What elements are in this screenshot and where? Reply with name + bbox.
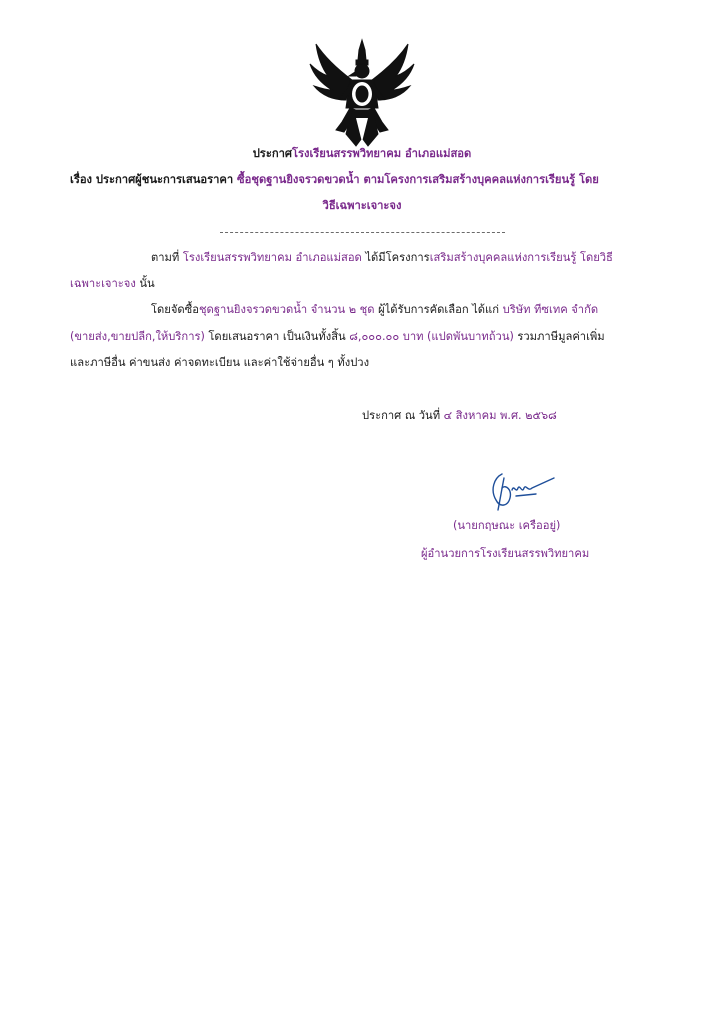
section-divider: [220, 232, 505, 233]
garuda-emblem-icon: [306, 38, 418, 148]
announcement-date: ๔ สิงหาคม พ.ศ. ๒๕๖๘: [443, 409, 557, 422]
signer-position: ผู้อำนวยการโรงเรียนสรรพวิทยาคม: [421, 547, 590, 560]
subject-line-1: [70, 172, 599, 188]
paragraph-1-line-2: [70, 276, 155, 292]
paragraph-2-item: ชุดฐานยิงจรวดขวดน้ำ จำนวน ๒ ชุด: [198, 303, 375, 316]
paragraph-1-lead: ตามที่: [151, 251, 180, 264]
handwritten-signature-icon: [480, 470, 560, 512]
paragraph-2-line-3: และภาษีอื่น ค่าขนส่ง ค่าจดทะเบียน และค่าใช้จ่ายอื่น ๆ ทั้งปวง: [70, 356, 370, 369]
school-name: โรงเรียนสรรพวิทยาคม อำเภอแม่สอด: [291, 147, 472, 160]
paragraph-2-winner-lead: ผู้ได้รับการคัดเลือก ได้แก่: [378, 303, 500, 316]
announcement-date-label: ประกาศ ณ วันที่: [362, 409, 441, 422]
signer-name: (นายกฤษณะ เครืออยู่): [453, 519, 561, 532]
paragraph-1-end: นั้น: [139, 277, 155, 290]
paragraph-1-line-1: [151, 250, 613, 266]
announcement-title: [0, 146, 724, 162]
paragraph-2-line-2: [70, 329, 605, 345]
subject-label: เรื่อง ประกาศผู้ชนะการเสนอราคา: [70, 173, 234, 186]
announcement-prefix: ประกาศ: [252, 147, 292, 160]
paragraph-1-project: เสริมสร้างบุคคลแห่งการเรียนรู้ โดยวิธี: [429, 251, 613, 264]
paragraph-2-price-tail: รวมภาษีมูลค่าเพิ่ม: [517, 330, 605, 343]
paragraph-2-price-lead: โดยเสนอราคา เป็นเงินทั้งสิ้น: [208, 330, 346, 343]
subject-method: วิธีเฉพาะเจาะจง: [322, 199, 402, 212]
paragraph-2-company: บริษัท ทีซเทค จำกัด: [502, 303, 599, 316]
announcement-date-line: [362, 408, 557, 424]
paragraph-2-line-1: [151, 302, 598, 318]
subject-item: ซื้อชุดฐานยิงจรวดขวดน้ำ ตามโครงการเสริมสร้างบุคคลแห่งการเรียนรู้ โดย: [237, 173, 599, 186]
paragraph-1-method: เฉพาะเจาะจง: [70, 277, 136, 290]
paragraph-1-school: โรงเรียนสรรพวิทยาคม อำเภอแม่สอด: [182, 251, 362, 264]
paragraph-2-lead: โดยจัดซื้อ: [151, 303, 199, 316]
paragraph-2-company-type: (ขายส่ง,ขายปลีก,ให้บริการ): [70, 330, 205, 343]
paragraph-1-middle: ได้มีโครงการ: [365, 251, 430, 264]
paragraph-2-price: ๘,๐๐๐.๐๐ บาท (แปดพันบาทถ้วน): [349, 330, 514, 343]
